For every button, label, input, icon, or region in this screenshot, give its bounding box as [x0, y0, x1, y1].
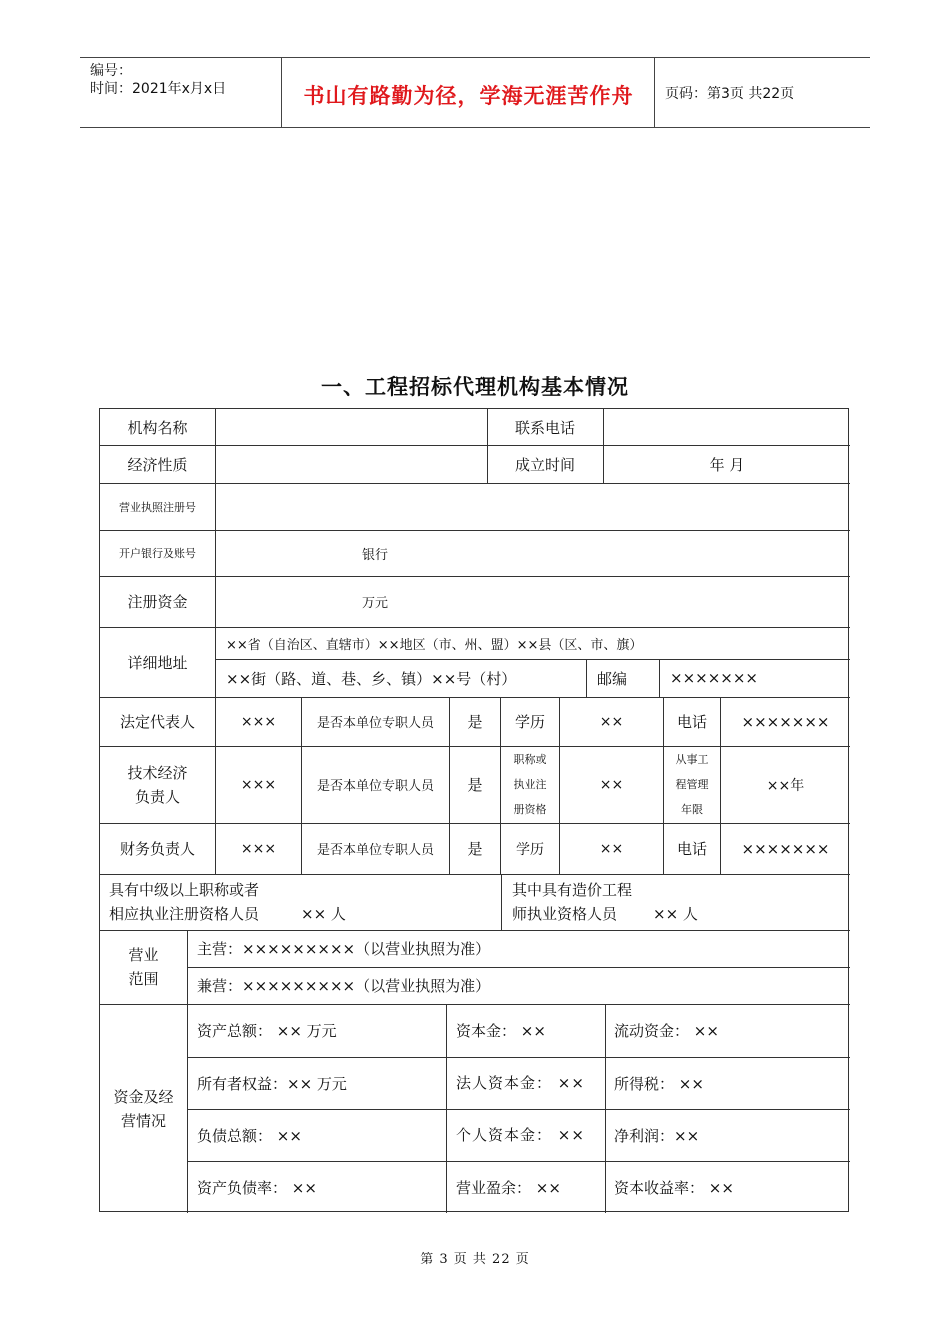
econ-type-label: 经济性质 — [127, 456, 188, 474]
basic-info-form — [99, 408, 849, 1212]
debt-ratio[interactable]: 资产负债率： ×× — [197, 1178, 317, 1197]
header-motto: 书山有路勤为径，学海无涯苦作舟 — [303, 84, 634, 108]
address-line-2[interactable]: ××街（路、道、巷、乡、镇）××号（村） — [226, 669, 517, 688]
legal-rep-name[interactable]: ××× — [240, 713, 277, 730]
title-cert-value[interactable]: ×× — [599, 776, 624, 793]
tel-value[interactable]: ××××××× — [741, 839, 830, 858]
tech-head-label: 技术经济 负责人 — [127, 763, 188, 806]
fulltime-answer[interactable]: 是 — [467, 776, 483, 794]
doc-title: 一、工程招标代理机构基本情况 — [321, 375, 629, 399]
legal-capital[interactable]: 法人资本金： ×× — [456, 1074, 585, 1092]
cost-engineer-count[interactable]: ×× 人 — [653, 905, 698, 923]
years-label: 从事工 程管理 年限 — [675, 753, 709, 816]
founded-field[interactable]: 年 月 — [709, 456, 745, 474]
personal-capital[interactable]: 个人资本金： ×× — [456, 1126, 585, 1144]
org-name-field[interactable] — [216, 409, 487, 446]
fulltime-question: 是否本单位专职人员 — [316, 779, 434, 794]
bank-label: 开户银行及账号 — [119, 547, 196, 560]
tech-head-name[interactable]: ××× — [240, 776, 277, 793]
legal-rep-label: 法定代表人 — [119, 713, 195, 731]
finance-head-name[interactable]: ××× — [240, 840, 277, 857]
finance-head-label: 财务负责人 — [119, 840, 195, 858]
address-line-1[interactable]: ××省（自治区、直辖市）××地区（市、州、盟）××县（区、市、旗） — [226, 637, 643, 653]
side-biz-field[interactable]: 兼营：×××××××××（以营业执照为准） — [197, 977, 491, 995]
total-liabilities[interactable]: 负债总额： ×× — [197, 1126, 302, 1145]
education-value[interactable]: ×× — [599, 713, 624, 730]
header-divider — [654, 58, 655, 127]
education-label: 学历 — [516, 841, 544, 858]
page-footer: 第 3 页 共 22 页 — [420, 1252, 530, 1267]
fulltime-question: 是否本单位专职人员 — [316, 843, 434, 858]
cost-engineer-staff: 其中具有造价工程 师执业资格人员 ×× 人 — [512, 881, 698, 923]
page-header — [80, 57, 870, 128]
tel-label: 电话 — [676, 840, 707, 858]
mid-title-count[interactable]: ×× 人 — [301, 905, 346, 923]
doc-number-label: 编号： — [90, 63, 132, 79]
fulltime-question: 是否本单位专职人员 — [316, 716, 434, 731]
return-on-equity[interactable]: 资本收益率： ×× — [614, 1178, 734, 1197]
years-value[interactable]: ××年 — [766, 777, 805, 794]
main-biz-field[interactable]: 主营：×××××××××（以营业执照为准） — [197, 940, 491, 958]
header-meta — [90, 62, 226, 98]
phone-field[interactable] — [604, 409, 850, 446]
education-value[interactable]: ×× — [599, 840, 624, 857]
license-field[interactable] — [216, 483, 850, 530]
funds-label: 资金及经 营情况 — [113, 1087, 174, 1130]
fulltime-answer[interactable]: 是 — [467, 713, 483, 731]
working-capital[interactable]: 流动资金： ×× — [614, 1022, 719, 1040]
title-cert-label: 职称或 执业注 册资格 — [513, 753, 547, 816]
tel-label: 电话 — [676, 713, 707, 731]
income-tax[interactable]: 所得税： ×× — [614, 1074, 704, 1093]
capital-label: 注册资金 — [127, 593, 188, 611]
total-assets[interactable]: 资产总额： ×× 万元 — [197, 1022, 337, 1040]
education-label: 学历 — [514, 713, 545, 731]
biz-scope-label: 营业 范围 — [128, 946, 159, 988]
biz-surplus[interactable]: 营业盈余： ×× — [456, 1178, 561, 1197]
founded-label: 成立时间 — [514, 456, 575, 474]
mid-title-staff: 具有中级以上职称或者 相应执业注册资格人员 ×× 人 — [109, 881, 346, 923]
phone-label: 联系电话 — [514, 419, 575, 437]
postcode-label: 邮编 — [597, 669, 628, 688]
capital-field[interactable]: 万元 — [362, 596, 389, 611]
header-page-label: 页码：第3页 共22页 — [665, 86, 795, 102]
capital-fund[interactable]: 资本金： ×× — [456, 1022, 546, 1040]
tel-value[interactable]: ××××××× — [741, 712, 830, 731]
postcode-field[interactable]: ××××××× — [670, 669, 758, 687]
address-label: 详细地址 — [127, 653, 188, 672]
net-profit[interactable]: 净利润：×× — [614, 1126, 700, 1145]
org-name-label: 机构名称 — [127, 419, 188, 437]
license-label: 营业执照注册号 — [119, 500, 196, 514]
fulltime-answer[interactable]: 是 — [467, 840, 483, 858]
doc-time-label: 时间：2021年x月x日 — [90, 81, 227, 97]
bank-field[interactable]: 银行 — [362, 547, 389, 563]
owner-equity[interactable]: 所有者权益：×× 万元 — [197, 1074, 347, 1093]
econ-type-field[interactable] — [216, 446, 487, 483]
